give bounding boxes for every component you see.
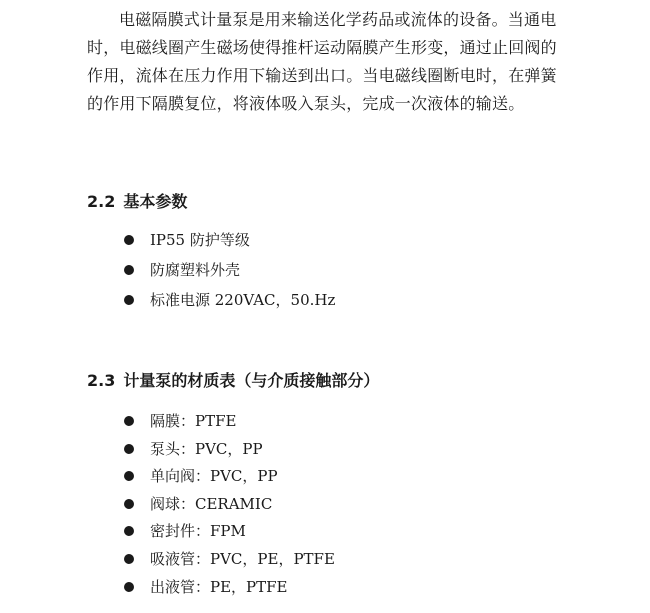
list-item (124, 466, 335, 486)
basic-params-list (124, 230, 335, 320)
bullet-icon (124, 471, 134, 481)
list-item (124, 577, 335, 597)
intro-paragraph: 电磁隔膜式计量泵是用来输送化学药品或流体的设备。当通电时，电磁线圈产生磁场使得推杆运动隔膜产生形变，通过止回阀的作用，流体在压力作用下输送到出口。当电磁线圈断电时，在弹簧的作用下隔膜复位，将液体吸入泵头，完成一次液体的输送。 (87, 10, 557, 113)
section-number: 2.3 (87, 371, 116, 390)
bullet-icon (124, 582, 134, 592)
list-item (124, 230, 335, 250)
list-item (124, 411, 335, 431)
list-item (124, 494, 335, 514)
section-number: 2.2 (87, 192, 116, 211)
bullet-icon (124, 235, 134, 245)
section-title: 计量泵的材质表（与介质接触部分） (123, 371, 380, 390)
bullet-icon (124, 295, 134, 305)
list-item-text: 泵头：PVC，PP (150, 439, 263, 458)
list-item (124, 549, 335, 569)
list-item-text: 密封件：FPM (150, 522, 246, 541)
bullet-icon (124, 416, 134, 426)
list-item-text: IP55 防护等级 (150, 231, 250, 249)
list-item-text: 标准电源 220VAC，50.Hz (150, 291, 336, 309)
section-title: 基本参数 (123, 192, 188, 211)
list-item-text: 出液管：PE，PTFE (150, 577, 288, 596)
list-item-text: 隔膜：PTFE (150, 412, 237, 430)
list-item-text: 单向阀：PVC，PP (150, 467, 278, 486)
list-item (124, 260, 335, 280)
list-item-text: 阀球：CERAMIC (150, 494, 273, 513)
list-item (124, 439, 335, 459)
bullet-icon (124, 526, 134, 536)
bullet-icon (124, 444, 134, 454)
bullet-icon (124, 265, 134, 275)
list-item-text: 防腐塑料外壳 (150, 261, 241, 279)
section-heading-basic-params (87, 192, 187, 212)
list-item-text: 吸液管：PVC，PE，PTFE (150, 549, 335, 568)
materials-list (124, 411, 335, 604)
list-item (124, 521, 335, 541)
bullet-icon (124, 554, 134, 564)
list-item (124, 290, 335, 310)
bullet-icon (124, 499, 134, 509)
section-heading-materials (87, 371, 379, 391)
